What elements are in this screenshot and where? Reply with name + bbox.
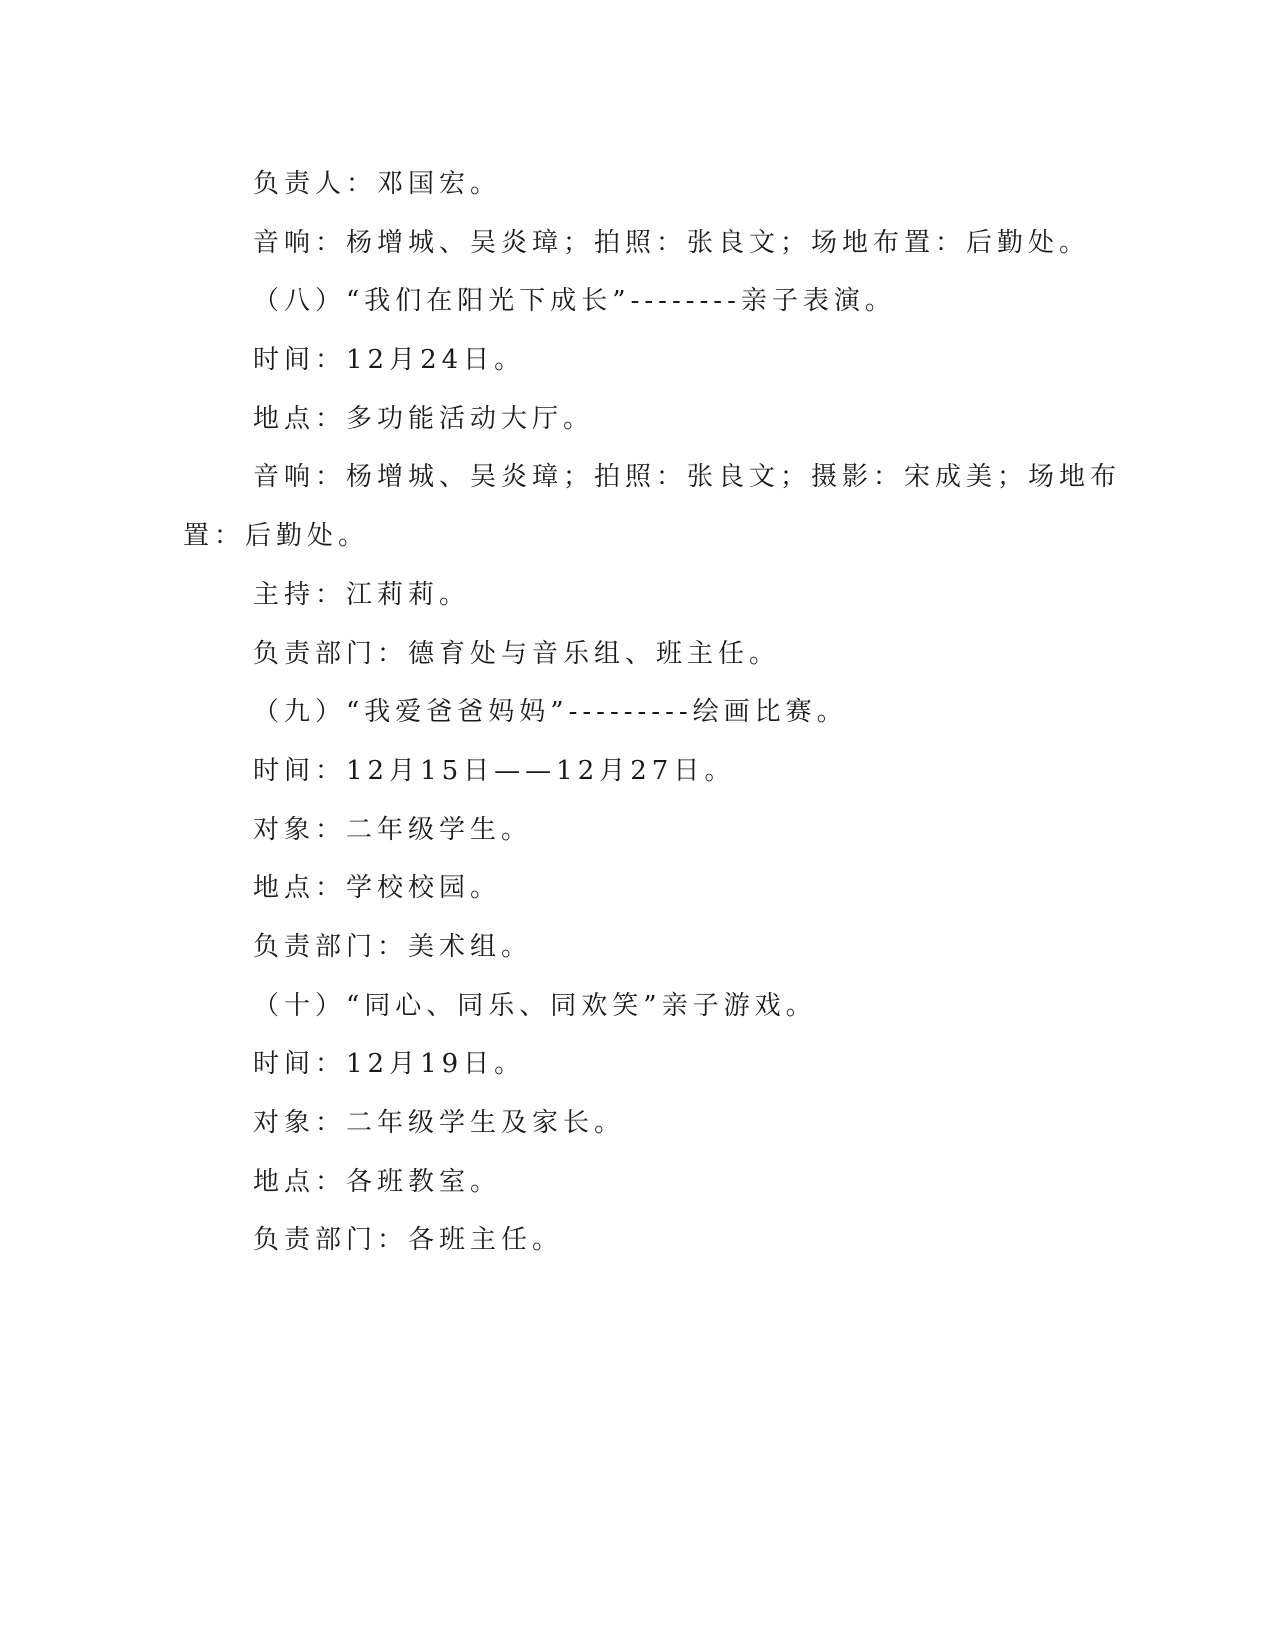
paragraph-location: 地点：各班教室。	[253, 1166, 502, 1197]
document-body	[183, 155, 1122, 1270]
paragraph-time: 时间：12月24日。	[253, 345, 526, 376]
paragraph-host: 主持：江莉莉。	[253, 579, 471, 610]
paragraph-staff-assignment-continued: 置：后勤处。	[183, 521, 370, 552]
section-heading-10: （十）“同心、同乐、同欢笑”亲子游戏。	[253, 990, 817, 1021]
paragraph-time: 时间：12月19日。	[253, 1049, 526, 1080]
paragraph-audience: 对象：二年级学生及家长。	[253, 1108, 626, 1138]
paragraph-audience: 对象：二年级学生。	[253, 814, 533, 845]
paragraph-person-in-charge: 负责人：邓国宏。	[253, 169, 502, 199]
paragraph-location: 地点：多功能活动大厅。	[253, 403, 595, 434]
paragraph-time: 时间：12月15日——12月27日。	[253, 755, 736, 786]
paragraph-department: 负责部门：各班主任。	[253, 1225, 564, 1256]
section-heading-9: （九）“我爱爸爸妈妈”---------绘画比赛。	[253, 697, 848, 728]
paragraph-location: 地点：学校校园。	[253, 873, 502, 904]
paragraph-department: 负责部门：美术组。	[253, 931, 533, 962]
section-heading-8: （八）“我们在阳光下成长”--------亲子表演。	[253, 286, 896, 317]
paragraph-staff-assignment: 音响：杨增城、吴炎璋；拍照：张良文；摄影：宋成美；场地布	[253, 462, 1122, 493]
paragraph-department: 负责部门：德育处与音乐组、班主任。	[253, 638, 781, 669]
paragraph-staff-assignment: 音响：杨增城、吴炎璋；拍照：张良文；场地布置：后勤处。	[253, 227, 1091, 258]
